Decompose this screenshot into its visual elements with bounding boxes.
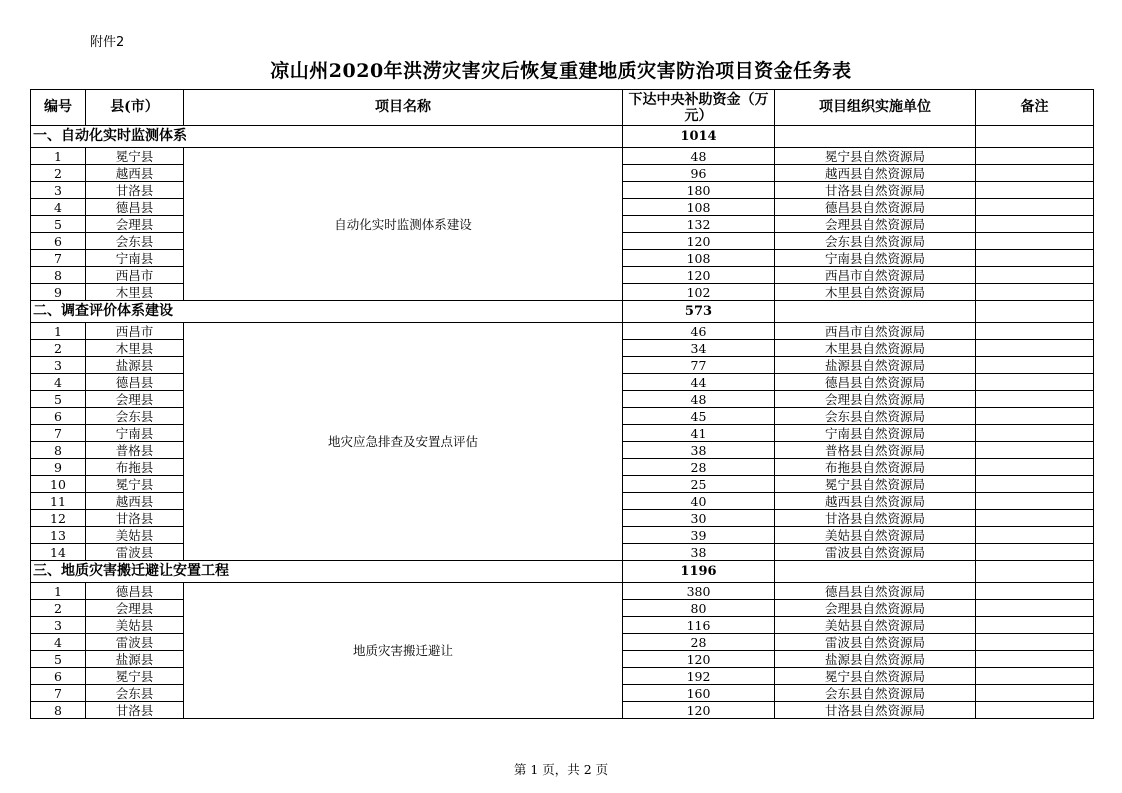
project-name: 地质灾害搬迁避让	[184, 583, 623, 719]
row-amount: 380	[623, 583, 775, 600]
row-no: 3	[31, 617, 86, 634]
row-no: 8	[31, 702, 86, 719]
row-county: 冕宁县	[86, 668, 184, 685]
row-amount: 116	[623, 617, 775, 634]
row-amount: 28	[623, 634, 775, 651]
row-unit: 冕宁县自然资源局	[775, 148, 976, 165]
row-unit: 冕宁县自然资源局	[775, 476, 976, 493]
row-no: 1	[31, 323, 86, 340]
section-title: 一、自动化实时监测体系	[31, 126, 623, 148]
row-amount: 160	[623, 685, 775, 702]
row-no: 9	[31, 284, 86, 301]
row-remark	[976, 510, 1094, 527]
row-county: 会理县	[86, 391, 184, 408]
row-remark	[976, 668, 1094, 685]
row-no: 4	[31, 199, 86, 216]
row-amount: 48	[623, 391, 775, 408]
row-county: 盐源县	[86, 357, 184, 374]
row-remark	[976, 685, 1094, 702]
row-county: 冕宁县	[86, 476, 184, 493]
row-amount: 108	[623, 250, 775, 267]
section-remark-empty	[976, 126, 1094, 148]
row-no: 11	[31, 493, 86, 510]
row-no: 8	[31, 442, 86, 459]
row-unit: 会理县自然资源局	[775, 391, 976, 408]
row-county: 西昌市	[86, 267, 184, 284]
row-unit: 会东县自然资源局	[775, 408, 976, 425]
header-no: 编号	[31, 90, 86, 126]
row-remark	[976, 250, 1094, 267]
row-unit: 木里县自然资源局	[775, 284, 976, 301]
row-no: 8	[31, 267, 86, 284]
row-remark	[976, 702, 1094, 719]
row-no: 5	[31, 391, 86, 408]
row-county: 木里县	[86, 340, 184, 357]
row-amount: 132	[623, 216, 775, 233]
section-total: 1196	[623, 561, 775, 583]
row-remark	[976, 391, 1094, 408]
row-amount: 45	[623, 408, 775, 425]
row-remark	[976, 634, 1094, 651]
row-remark	[976, 544, 1094, 561]
row-remark	[976, 216, 1094, 233]
row-no: 4	[31, 374, 86, 391]
row-no: 4	[31, 634, 86, 651]
row-remark	[976, 148, 1094, 165]
section-row	[31, 561, 1094, 583]
row-remark	[976, 493, 1094, 510]
row-remark	[976, 267, 1094, 284]
row-unit: 西昌市自然资源局	[775, 267, 976, 284]
row-amount: 120	[623, 233, 775, 250]
row-no: 14	[31, 544, 86, 561]
section-unit-empty	[775, 561, 976, 583]
row-county: 越西县	[86, 165, 184, 182]
row-unit: 盐源县自然资源局	[775, 651, 976, 668]
row-amount: 108	[623, 199, 775, 216]
table-row	[31, 583, 1094, 600]
row-amount: 25	[623, 476, 775, 493]
attachment-label: 附件2	[90, 35, 125, 50]
row-remark	[976, 600, 1094, 617]
row-remark	[976, 284, 1094, 301]
row-remark	[976, 357, 1094, 374]
row-unit: 西昌市自然资源局	[775, 323, 976, 340]
row-remark	[976, 323, 1094, 340]
row-unit: 美姑县自然资源局	[775, 617, 976, 634]
row-remark	[976, 199, 1094, 216]
row-amount: 192	[623, 668, 775, 685]
row-county: 会东县	[86, 685, 184, 702]
row-amount: 48	[623, 148, 775, 165]
row-amount: 38	[623, 544, 775, 561]
row-county: 西昌市	[86, 323, 184, 340]
row-no: 7	[31, 685, 86, 702]
row-no: 2	[31, 340, 86, 357]
row-county: 德昌县	[86, 374, 184, 391]
row-amount: 102	[623, 284, 775, 301]
row-unit: 甘洛县自然资源局	[775, 182, 976, 199]
row-county: 德昌县	[86, 199, 184, 216]
row-county: 会东县	[86, 233, 184, 250]
row-remark	[976, 233, 1094, 250]
funds-table	[30, 89, 1094, 719]
row-county: 德昌县	[86, 583, 184, 600]
section-row	[31, 126, 1094, 148]
row-unit: 德昌县自然资源局	[775, 374, 976, 391]
row-unit: 德昌县自然资源局	[775, 199, 976, 216]
row-no: 3	[31, 357, 86, 374]
section-title: 三、地质灾害搬迁避让安置工程	[31, 561, 623, 583]
row-no: 10	[31, 476, 86, 493]
row-amount: 96	[623, 165, 775, 182]
row-county: 会东县	[86, 408, 184, 425]
row-remark	[976, 374, 1094, 391]
section-title: 二、调查评价体系建设	[31, 301, 623, 323]
row-county: 冕宁县	[86, 148, 184, 165]
row-amount: 40	[623, 493, 775, 510]
row-amount: 28	[623, 459, 775, 476]
row-remark	[976, 651, 1094, 668]
row-unit: 越西县自然资源局	[775, 165, 976, 182]
row-county: 甘洛县	[86, 510, 184, 527]
row-no: 13	[31, 527, 86, 544]
row-unit: 布拖县自然资源局	[775, 459, 976, 476]
row-no: 6	[31, 408, 86, 425]
row-no: 12	[31, 510, 86, 527]
row-unit: 会东县自然资源局	[775, 685, 976, 702]
header-county: 县(市）	[86, 90, 184, 126]
row-no: 2	[31, 165, 86, 182]
header-unit: 项目组织实施单位	[775, 90, 976, 126]
row-county: 越西县	[86, 493, 184, 510]
section-total: 1014	[623, 126, 775, 148]
row-county: 木里县	[86, 284, 184, 301]
row-remark	[976, 459, 1094, 476]
row-no: 7	[31, 425, 86, 442]
row-unit: 雷波县自然资源局	[775, 634, 976, 651]
row-remark	[976, 527, 1094, 544]
section-unit-empty	[775, 301, 976, 323]
row-county: 宁南县	[86, 250, 184, 267]
row-amount: 44	[623, 374, 775, 391]
row-unit: 甘洛县自然资源局	[775, 510, 976, 527]
header-remark: 备注	[976, 90, 1094, 126]
table-row	[31, 323, 1094, 340]
row-county: 会理县	[86, 600, 184, 617]
row-no: 1	[31, 583, 86, 600]
row-unit: 会东县自然资源局	[775, 233, 976, 250]
row-remark	[976, 583, 1094, 600]
row-remark	[976, 408, 1094, 425]
header-row	[31, 90, 1094, 126]
row-unit: 木里县自然资源局	[775, 340, 976, 357]
row-unit: 甘洛县自然资源局	[775, 702, 976, 719]
section-remark-empty	[976, 561, 1094, 583]
project-name: 地灾应急排查及安置点评估	[184, 323, 623, 561]
row-remark	[976, 182, 1094, 199]
row-county: 宁南县	[86, 425, 184, 442]
header-funds: 下达中央补助资金（万元）	[623, 90, 775, 126]
row-county: 布拖县	[86, 459, 184, 476]
table-body	[31, 90, 1094, 719]
row-county: 美姑县	[86, 527, 184, 544]
row-unit: 雷波县自然资源局	[775, 544, 976, 561]
row-remark	[976, 425, 1094, 442]
row-amount: 46	[623, 323, 775, 340]
row-no: 9	[31, 459, 86, 476]
row-no: 2	[31, 600, 86, 617]
row-remark	[976, 476, 1094, 493]
row-unit: 宁南县自然资源局	[775, 250, 976, 267]
row-remark	[976, 617, 1094, 634]
row-county: 甘洛县	[86, 182, 184, 199]
row-unit: 越西县自然资源局	[775, 493, 976, 510]
row-amount: 120	[623, 702, 775, 719]
row-amount: 80	[623, 600, 775, 617]
row-county: 普格县	[86, 442, 184, 459]
document-title: 凉山州2020年洪涝灾害灾后恢复重建地质灾害防治项目资金任务表	[270, 60, 852, 82]
section-unit-empty	[775, 126, 976, 148]
row-amount: 38	[623, 442, 775, 459]
row-no: 7	[31, 250, 86, 267]
row-no: 6	[31, 668, 86, 685]
row-amount: 120	[623, 651, 775, 668]
row-unit: 宁南县自然资源局	[775, 425, 976, 442]
row-unit: 美姑县自然资源局	[775, 527, 976, 544]
row-no: 1	[31, 148, 86, 165]
row-amount: 180	[623, 182, 775, 199]
row-remark	[976, 340, 1094, 357]
section-total: 573	[623, 301, 775, 323]
row-county: 美姑县	[86, 617, 184, 634]
row-unit: 会理县自然资源局	[775, 216, 976, 233]
row-amount: 120	[623, 267, 775, 284]
row-amount: 34	[623, 340, 775, 357]
row-county: 雷波县	[86, 634, 184, 651]
row-remark	[976, 165, 1094, 182]
row-no: 5	[31, 216, 86, 233]
project-name: 自动化实时监测体系建设	[184, 148, 623, 301]
row-amount: 41	[623, 425, 775, 442]
row-county: 甘洛县	[86, 702, 184, 719]
section-remark-empty	[976, 301, 1094, 323]
row-no: 6	[31, 233, 86, 250]
row-amount: 39	[623, 527, 775, 544]
row-unit: 德昌县自然资源局	[775, 583, 976, 600]
row-county: 雷波县	[86, 544, 184, 561]
row-unit: 普格县自然资源局	[775, 442, 976, 459]
header-project: 项目名称	[184, 90, 623, 126]
row-no: 5	[31, 651, 86, 668]
row-unit: 盐源县自然资源局	[775, 357, 976, 374]
page-footer: 第 1 页，共 2 页	[513, 762, 609, 777]
row-county: 会理县	[86, 216, 184, 233]
section-row	[31, 301, 1094, 323]
row-county: 盐源县	[86, 651, 184, 668]
row-remark	[976, 442, 1094, 459]
row-no: 3	[31, 182, 86, 199]
row-unit: 冕宁县自然资源局	[775, 668, 976, 685]
row-unit: 会理县自然资源局	[775, 600, 976, 617]
row-amount: 77	[623, 357, 775, 374]
table-row	[31, 148, 1094, 165]
row-amount: 30	[623, 510, 775, 527]
